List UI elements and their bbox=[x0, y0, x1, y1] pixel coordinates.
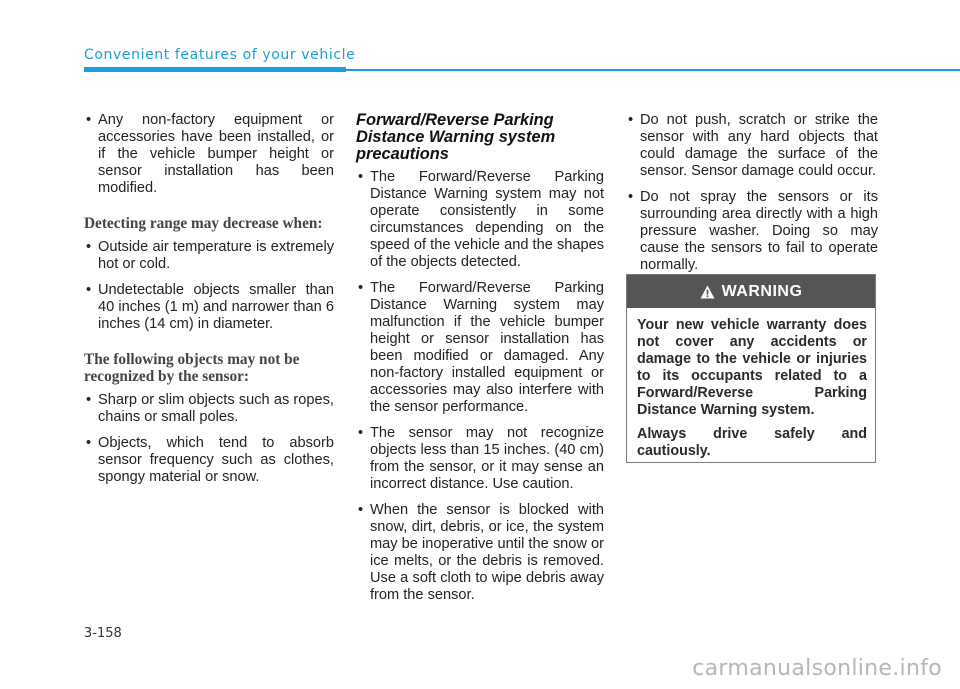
list-item: • The Forward/Reverse Parking Distance Warning system may not operate consistently in some circumstances depending on the speed of the vehicle and the shapes of the objects detected. bbox=[356, 169, 604, 271]
warning-header bbox=[627, 275, 875, 308]
precautions-title: Forward/Reverse Parking Distance Warning system precautions bbox=[356, 111, 556, 163]
list-item: • Do not push, scratch or strike the sensor with any hard objects that could damage the surface of the sensor. Sensor damage could occur. bbox=[626, 112, 878, 180]
bullet-list-b bbox=[84, 239, 334, 333]
list-item: • When the sensor is blocked with snow, dirt, debris, or ice, the system may be inoperative until the snow or ice melts, or the debris is removed. Use a soft cloth to wipe debris away from the sensor. bbox=[356, 502, 604, 604]
list-item: • Do not spray the sensors or its surrounding area directly with a high pressure washer. Doing so may cause the sensors to fail to operate normally. bbox=[626, 189, 878, 274]
page-number: 3-158 bbox=[84, 626, 122, 641]
sensor-care-list bbox=[626, 112, 878, 274]
list-item: • Objects, which tend to absorb sensor frequency such as clothes, spongy material or snow. bbox=[84, 435, 334, 486]
column-left bbox=[84, 112, 334, 495]
column-middle bbox=[356, 112, 604, 613]
watermark: carmanualsonline.info bbox=[692, 656, 942, 681]
header-accent-bar bbox=[84, 67, 346, 72]
list-item: • Outside air temperature is extremely hot or cold. bbox=[84, 239, 334, 273]
precautions-list bbox=[356, 169, 604, 604]
warning-paragraph: Always drive safely and cautiously. bbox=[637, 426, 867, 459]
warning-label: WARNING bbox=[721, 282, 803, 300]
list-item: • Sharp or slim objects such as ropes, chains or small poles. bbox=[84, 392, 334, 426]
warning-triangle-icon bbox=[700, 285, 715, 299]
list-item: • The Forward/Reverse Parking Distance Warning system may malfunction if the vehicle bumper height or sensor installation has been modified or damaged. Any non-factory installed equipment or accessories may also interfere with the sensor performance. bbox=[356, 280, 604, 416]
page-header bbox=[84, 45, 960, 75]
list-item: • The sensor may not recognize objects less than 15 inches. (40 cm) from the sensor, or it may sense an incorrect distance. Use caution. bbox=[356, 425, 604, 493]
warning-box bbox=[626, 274, 876, 463]
subhead-detecting-range: Detecting range may decrease when: bbox=[84, 215, 323, 232]
bullet-list-a bbox=[84, 112, 334, 197]
warning-body bbox=[627, 308, 875, 460]
column-right bbox=[626, 112, 878, 283]
warning-paragraph: Your new vehicle warranty does not cover any accidents or damage to the vehicle or injuries to its occupants related to a Forward/Reverse Parking Distance Warning system. bbox=[637, 317, 867, 418]
section-title: Convenient features of your vehicle bbox=[84, 47, 356, 63]
bullet-list-c bbox=[84, 392, 334, 486]
header-rule bbox=[346, 69, 960, 71]
list-item: • Undetectable objects smaller than 40 inches (1 m) and narrower than 6 inches (14 cm) in diameter. bbox=[84, 282, 334, 333]
list-item: • Any non-factory equipment or accessories have been installed, or if the vehicle bumper height or sensor installation has been modified. bbox=[84, 112, 334, 197]
subhead-unrecognized-objects: The following objects may not be recognized by the sensor: bbox=[84, 351, 300, 385]
